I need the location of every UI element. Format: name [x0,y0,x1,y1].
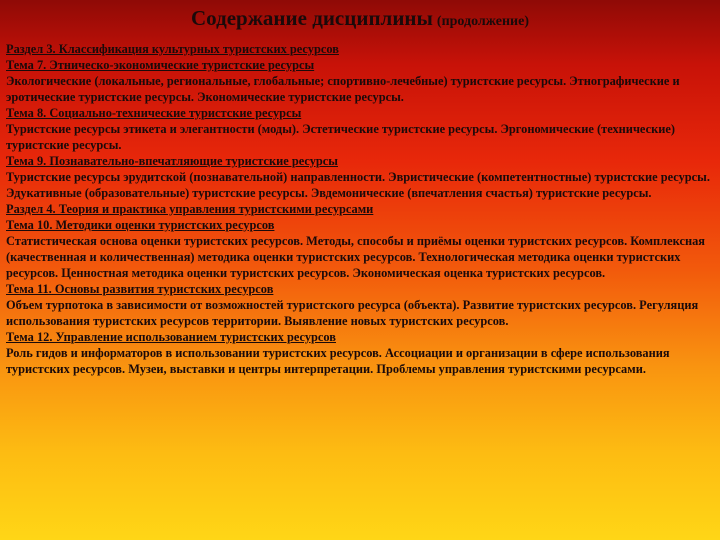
topic-heading: Тема 11. Основы развития туристских ресурсов [6,282,274,296]
topic-heading: Тема 7. Этническо-экономические туристские ресурсы [6,58,315,72]
title-subtitle: (продолжение) [436,14,529,29]
topic-description: Туристские ресурсы эрудитской (познавательной) направленности. Эвристические (компетентностные) туристские ресурсы. Эдукативные (образовательные) туристские ресурсы. Эвдемонические (впечатления счастья) туристские ресурсы. [6,170,710,200]
section-heading: Раздел 3. Классификация культурных туристских ресурсов [6,42,339,56]
topic-heading: Тема 10. Методики оценки туристских ресурсов [6,218,275,232]
content-body [6,41,714,377]
topic-heading: Тема 12. Управление использованием туристских ресурсов [6,330,336,344]
section-heading: Раздел 4. Теория и практика управления туристскими ресурсами [6,202,374,216]
topic-description: Статистическая основа оценки туристских ресурсов. Методы, способы и приёмы оценки туристских ресурсов. Комплексная (качественная и количественная) методика оценки туристских ресурсов. Технологическая методика оценки туристских ресурсов. Ценностная методика оценки туристских ресурсов. Экономическая оценка туристских ресурсов. [6,234,705,280]
topic-description: Туристские ресурсы этикета и элегантности (моды). Эстетические туристские ресурсы. Эргономические (технические) туристские ресурсы. [6,122,675,152]
topic-heading: Тема 8. Социально-технические туристские ресурсы [6,106,302,120]
topic-heading: Тема 9. Познавательно-впечатляющие туристские ресурсы [6,154,338,168]
topic-description: Роль гидов и информаторов в использовании туристских ресурсов. Ассоциации и организации в сфере использования туристских ресурсов. Музеи, выставки и центры интерпретации. Проблемы управления туристскими ресурсами. [6,346,670,376]
topic-description: Объем турпотока в зависимости от возможностей туристского ресурса (объекта). Развитие туристских ресурсов. Регуляция использования туристских ресурсов территории. Выявление новых туристских ресурсов. [6,298,699,328]
title-main: Содержание дисциплины [191,6,433,30]
slide-title [0,6,720,31]
topic-description: Экологические (локальные, региональные, глобальные; спортивно-лечебные) туристские ресурсы. Этнографические и эротические туристские ресурсы. Экономические туристские ресурсы. [6,74,680,104]
